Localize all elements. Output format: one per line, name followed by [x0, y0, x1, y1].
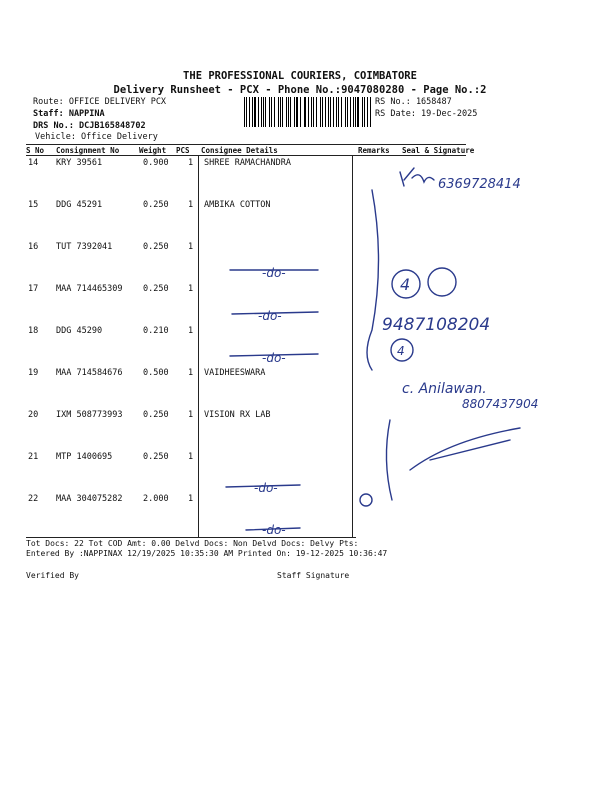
- bracket-stroke: [367, 190, 379, 370]
- col-weight: Weight: [139, 146, 167, 155]
- handwritten-ditto-21: -do-: [254, 481, 278, 495]
- rs-number: RS No.: 1658487: [375, 97, 452, 107]
- cell-weight: 0.250: [143, 452, 169, 462]
- cell-sno: 21: [28, 452, 39, 462]
- bracket-stroke-2: [386, 420, 392, 500]
- cell-weight: 0.250: [143, 410, 169, 420]
- cell-consignment: DDG 45291: [56, 200, 103, 210]
- signature-mark-1: [400, 168, 434, 186]
- cell-pcs: 1: [188, 158, 194, 168]
- entered-by-line: Entered By :NAPPINAX 12/19/2025 10:35:30 AM Printed On: 19-12-2025 10:36:47: [26, 549, 388, 558]
- totals-line: Tot Docs: 22 Tot COD Amt: 0.00 Delvd Docs: Non Delvd Docs: Delvy Pts:: [26, 539, 359, 548]
- cell-pcs: 1: [188, 326, 194, 336]
- cell-sno: 14: [28, 158, 39, 168]
- signature-mark-2: [410, 428, 520, 470]
- cell-consignment: MAA 714584676: [56, 368, 123, 378]
- cell-sno: 18: [28, 326, 39, 336]
- handwritten-circled-4b: 4: [397, 344, 405, 358]
- cell-consignment: MAA 304075282: [56, 494, 123, 504]
- cell-pcs: 1: [188, 452, 194, 462]
- vehicle-label: Vehicle: Office Delivery: [35, 132, 158, 142]
- circle-mark-4: [360, 494, 372, 506]
- col-consignee: Consignee Details: [201, 146, 278, 155]
- cell-pcs: 1: [188, 242, 194, 252]
- staff-label: Staff: NAPPINA: [33, 109, 105, 119]
- cell-consignment: MAA 714465309: [56, 284, 123, 294]
- cell-sno: 17: [28, 284, 39, 294]
- cell-pcs: 1: [188, 368, 194, 378]
- cell-consignee: VISION RX LAB: [204, 410, 271, 420]
- cell-sno: 16: [28, 242, 39, 252]
- cell-consignment: TUT 7392041: [56, 242, 113, 252]
- handwritten-phone-3: 8807437904: [462, 397, 539, 411]
- handwritten-ditto-18: -do-: [262, 351, 286, 365]
- handwritten-name: c. Anilawan.: [402, 381, 487, 397]
- handwritten-phone-1: 6369728414: [438, 177, 521, 192]
- cell-weight: 0.900: [143, 158, 169, 168]
- cell-weight: 0.210: [143, 326, 169, 336]
- cell-pcs: 1: [188, 200, 194, 210]
- handwritten-ditto-22: -do-: [262, 523, 286, 537]
- handwritten-ditto-17: -do-: [258, 309, 282, 323]
- handwritten-phone-2: 9487108204: [382, 315, 491, 335]
- staff-signature-label: Staff Signature: [277, 571, 350, 580]
- cell-pcs: 1: [188, 410, 194, 420]
- cell-consignment: KRY 39561: [56, 158, 103, 168]
- cell-pcs: 1: [188, 284, 194, 294]
- drs-number: DRS No.: DCJB165848702: [33, 121, 146, 131]
- verified-by-label: Verified By: [26, 571, 79, 580]
- cell-sno: 19: [28, 368, 39, 378]
- cell-consignee: VAIDHEESWARA: [204, 368, 266, 378]
- cell-sno: 20: [28, 410, 39, 420]
- handwritten-ditto-16: -do-: [262, 266, 286, 280]
- cell-sno: 15: [28, 200, 39, 210]
- rs-date: RS Date: 19-Dec-2025: [375, 109, 478, 119]
- cell-consignment: IXM 508773993: [56, 410, 123, 420]
- circle-mark-2: [428, 268, 456, 296]
- cell-consignment: DDG 45290: [56, 326, 103, 336]
- cell-weight: 0.500: [143, 368, 169, 378]
- cell-consignment: MTP 1400695: [56, 452, 113, 462]
- col-pcs: PCS: [176, 146, 190, 155]
- cell-sno: 22: [28, 494, 39, 504]
- col-seal: Seal & Signature: [402, 146, 475, 155]
- col-sno: S No: [26, 146, 45, 155]
- col-consignment: Consignment No: [56, 146, 120, 155]
- runsheet-subtitle: Delivery Runsheet - PCX - Phone No.:9047080280 - Page No.:2: [113, 84, 487, 96]
- cell-consignee: AMBIKA COTTON: [204, 200, 271, 210]
- cell-weight: 0.250: [143, 200, 169, 210]
- route-label: Route: OFFICE DELIVERY PCX: [33, 97, 167, 107]
- col-remarks: Remarks: [358, 146, 390, 155]
- cell-consignee: SHREE RAMACHANDRA: [204, 158, 291, 168]
- handwritten-circled-4a: 4: [400, 275, 411, 294]
- cell-pcs: 1: [188, 494, 194, 504]
- cell-weight: 2.000: [143, 494, 169, 504]
- company-title: THE PROFESSIONAL COURIERS, COIMBATORE: [183, 70, 417, 82]
- cell-weight: 0.250: [143, 242, 169, 252]
- cell-weight: 0.250: [143, 284, 169, 294]
